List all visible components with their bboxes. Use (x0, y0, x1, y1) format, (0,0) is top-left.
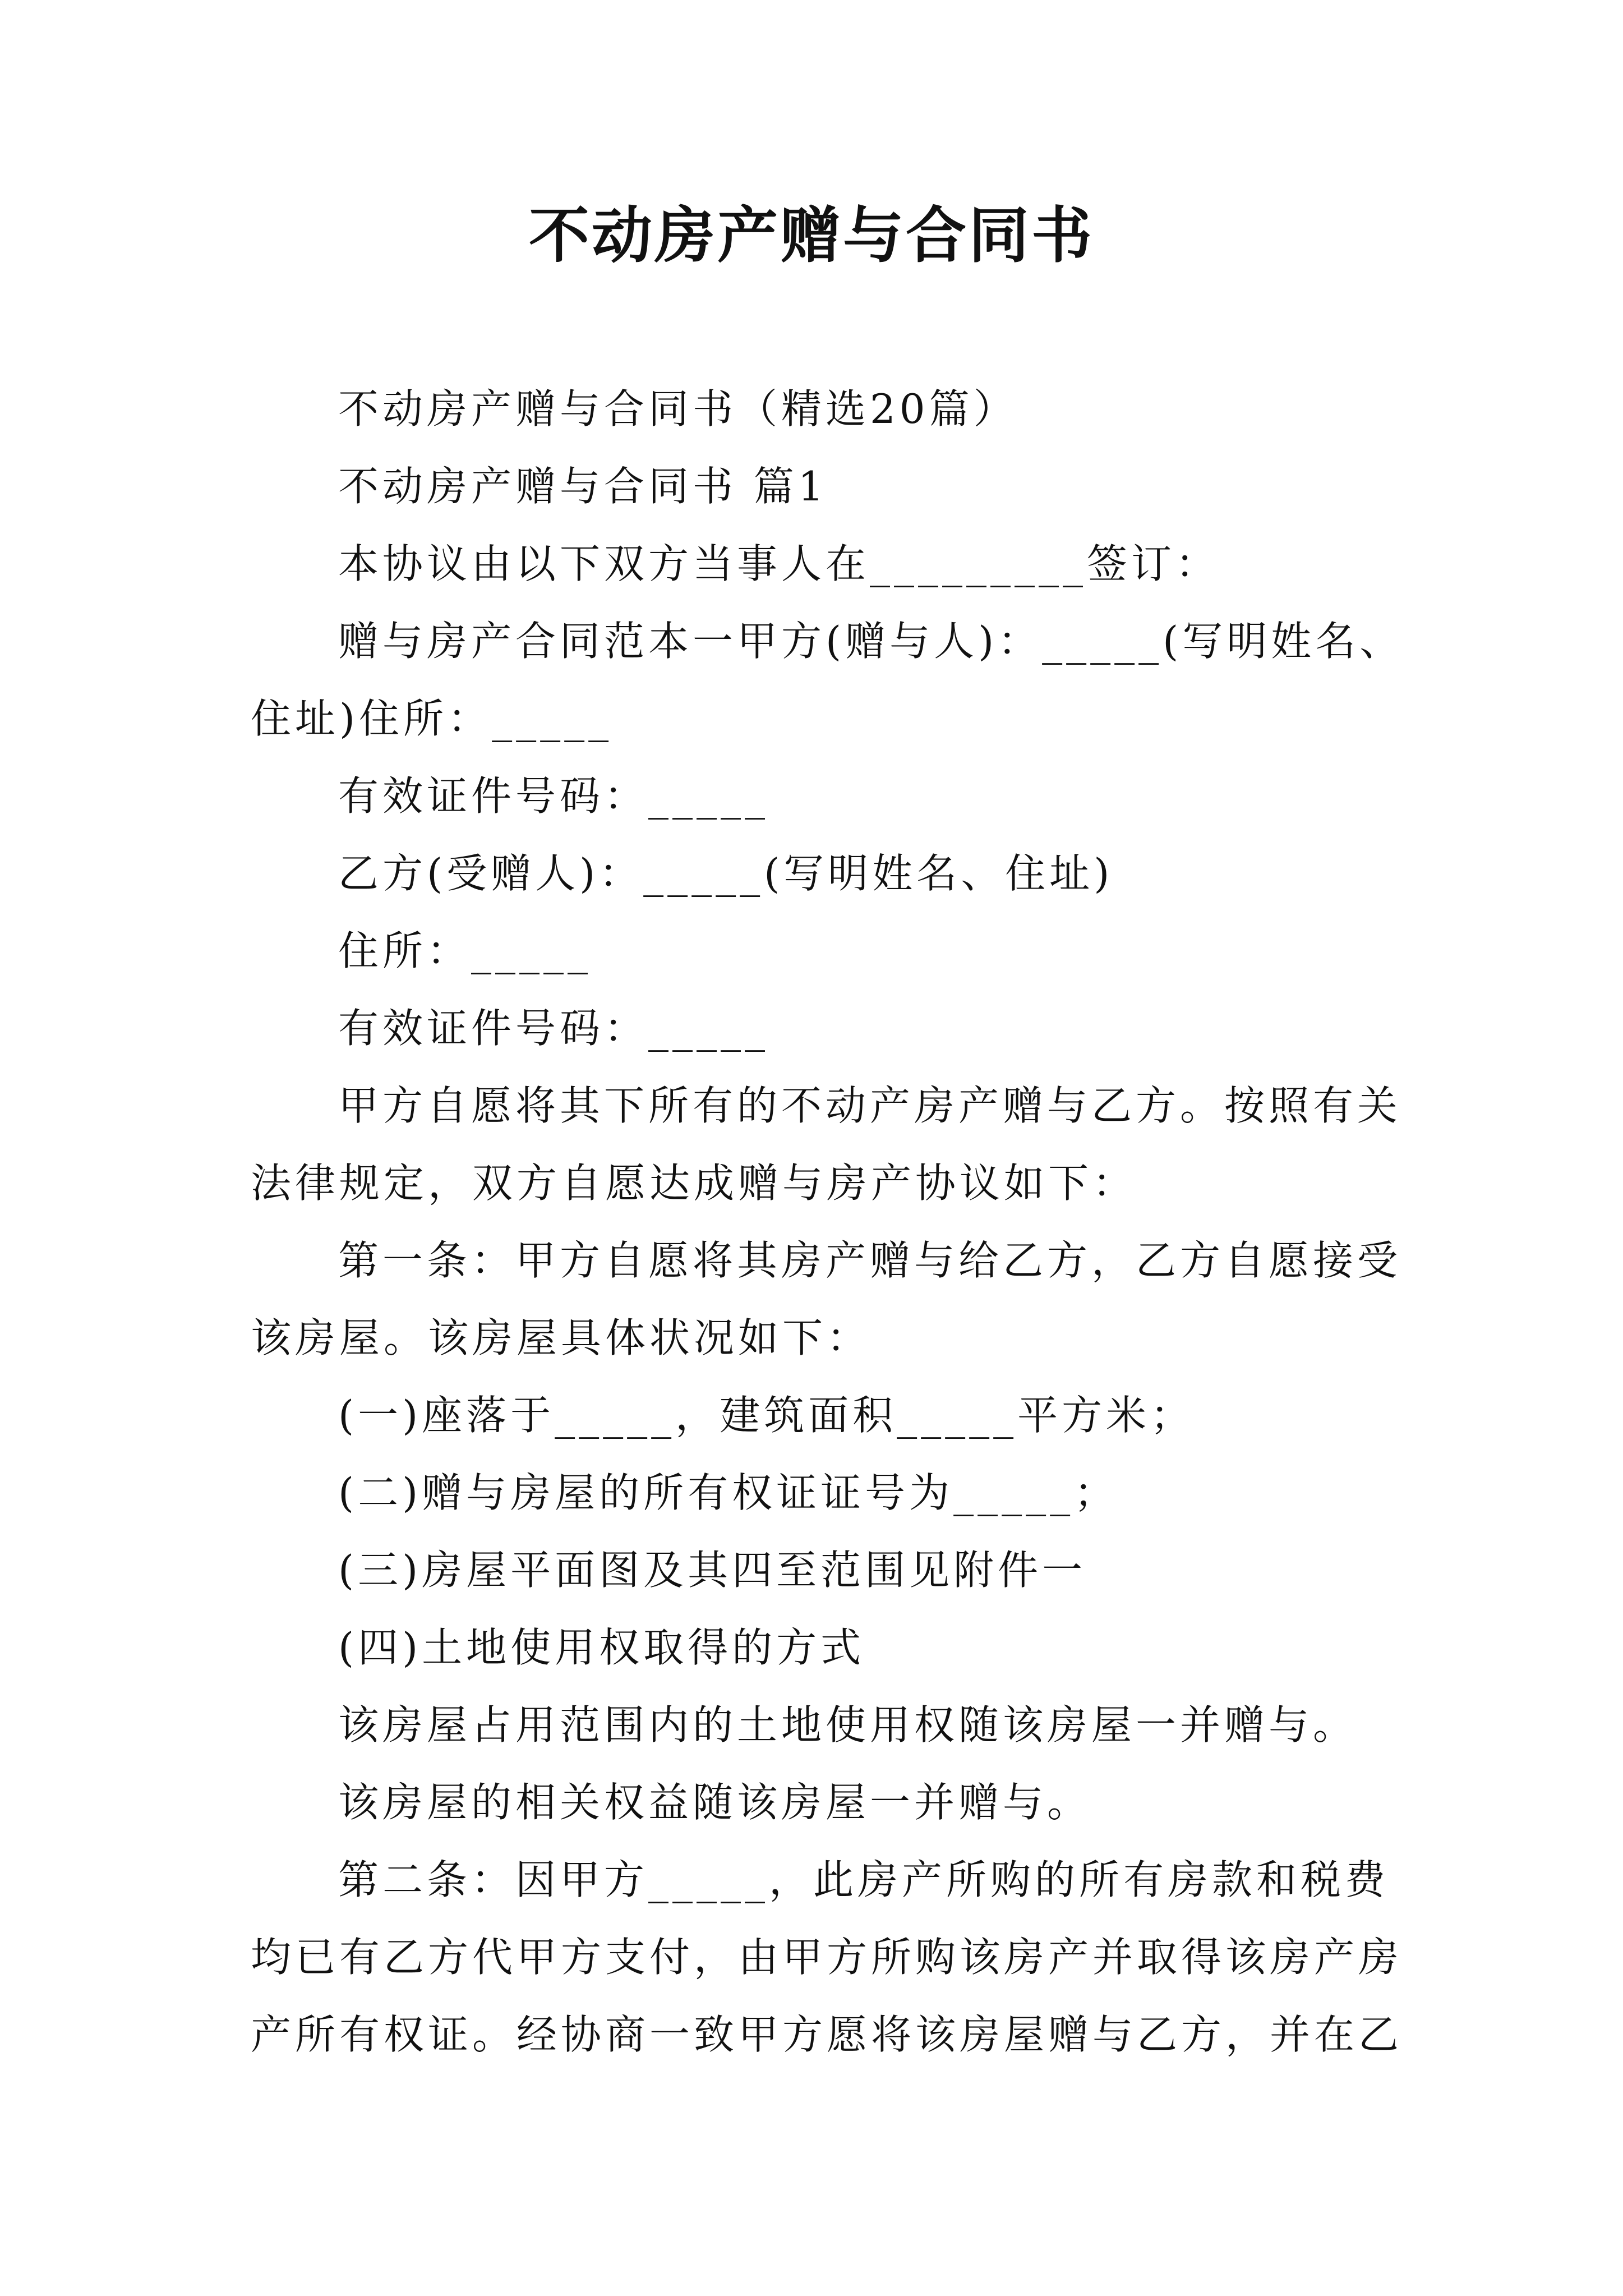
line-article-2-cont-1: 均已有乙方代甲方支付，由甲方所购该房产并取得该房产房 (251, 1934, 1403, 1981)
line-party-a-cont: 住址)住所：_____ (251, 695, 613, 742)
line-section-heading: 不动房产赠与合同书 篇1 (338, 463, 828, 510)
line-land-use: 该房屋占用范围内的土地使用权随该房屋一并赠与。 (338, 1701, 1358, 1749)
line-preamble: 甲方自愿将其下所有的不动产房产赠与乙方。按照有关 (338, 1082, 1402, 1129)
line-article-1-cont: 该房屋。该房屋具体状况如下： (251, 1314, 872, 1361)
document-body (251, 370, 1412, 2073)
line-article-2: 第二条：因甲方_____，此房产所购的所有房款和税费 (338, 1856, 1390, 1903)
line-item-3: (三)房屋平面图及其四至范围见附件一 (338, 1547, 1087, 1594)
line-preamble-cont: 法律规定，双方自愿达成赠与房产协议如下： (251, 1159, 1137, 1207)
line-item-1: (一)座落于_____，建筑面积_____平方米； (338, 1392, 1195, 1439)
line-party-a-id: 有效证件号码：_____ (338, 772, 769, 820)
line-subtitle: 不动房产赠与合同书（精选20篇） (338, 385, 1018, 432)
line-item-4: (四)土地使用权取得的方式 (338, 1624, 865, 1671)
line-article-2-cont-2: 产所有权证。经协商一致甲方愿将该房屋赠与乙方，并在乙 (251, 2011, 1403, 2058)
line-party-b-id: 有效证件号码：_____ (338, 1005, 769, 1052)
line-item-2: (二)赠与房屋的所有权证证号为_____； (338, 1469, 1119, 1516)
document-title: 不动房产赠与合同书 (528, 200, 1094, 271)
line-party-b-address: 住所：_____ (338, 927, 592, 974)
line-party-b: 乙方(受赠人)：_____(写明姓名、住址) (338, 850, 1114, 897)
line-related-rights: 该房屋的相关权益随该房屋一并赠与。 (338, 1779, 1092, 1826)
line-agreement-intro: 本协议由以下双方当事人在_________签订： (338, 540, 1220, 587)
line-party-a: 赠与房产合同范本一甲方(赠与人)：_____(写明姓名、 (338, 618, 1404, 665)
line-article-1: 第一条：甲方自愿将其房产赠与给乙方，乙方自愿接受 (338, 1237, 1402, 1284)
